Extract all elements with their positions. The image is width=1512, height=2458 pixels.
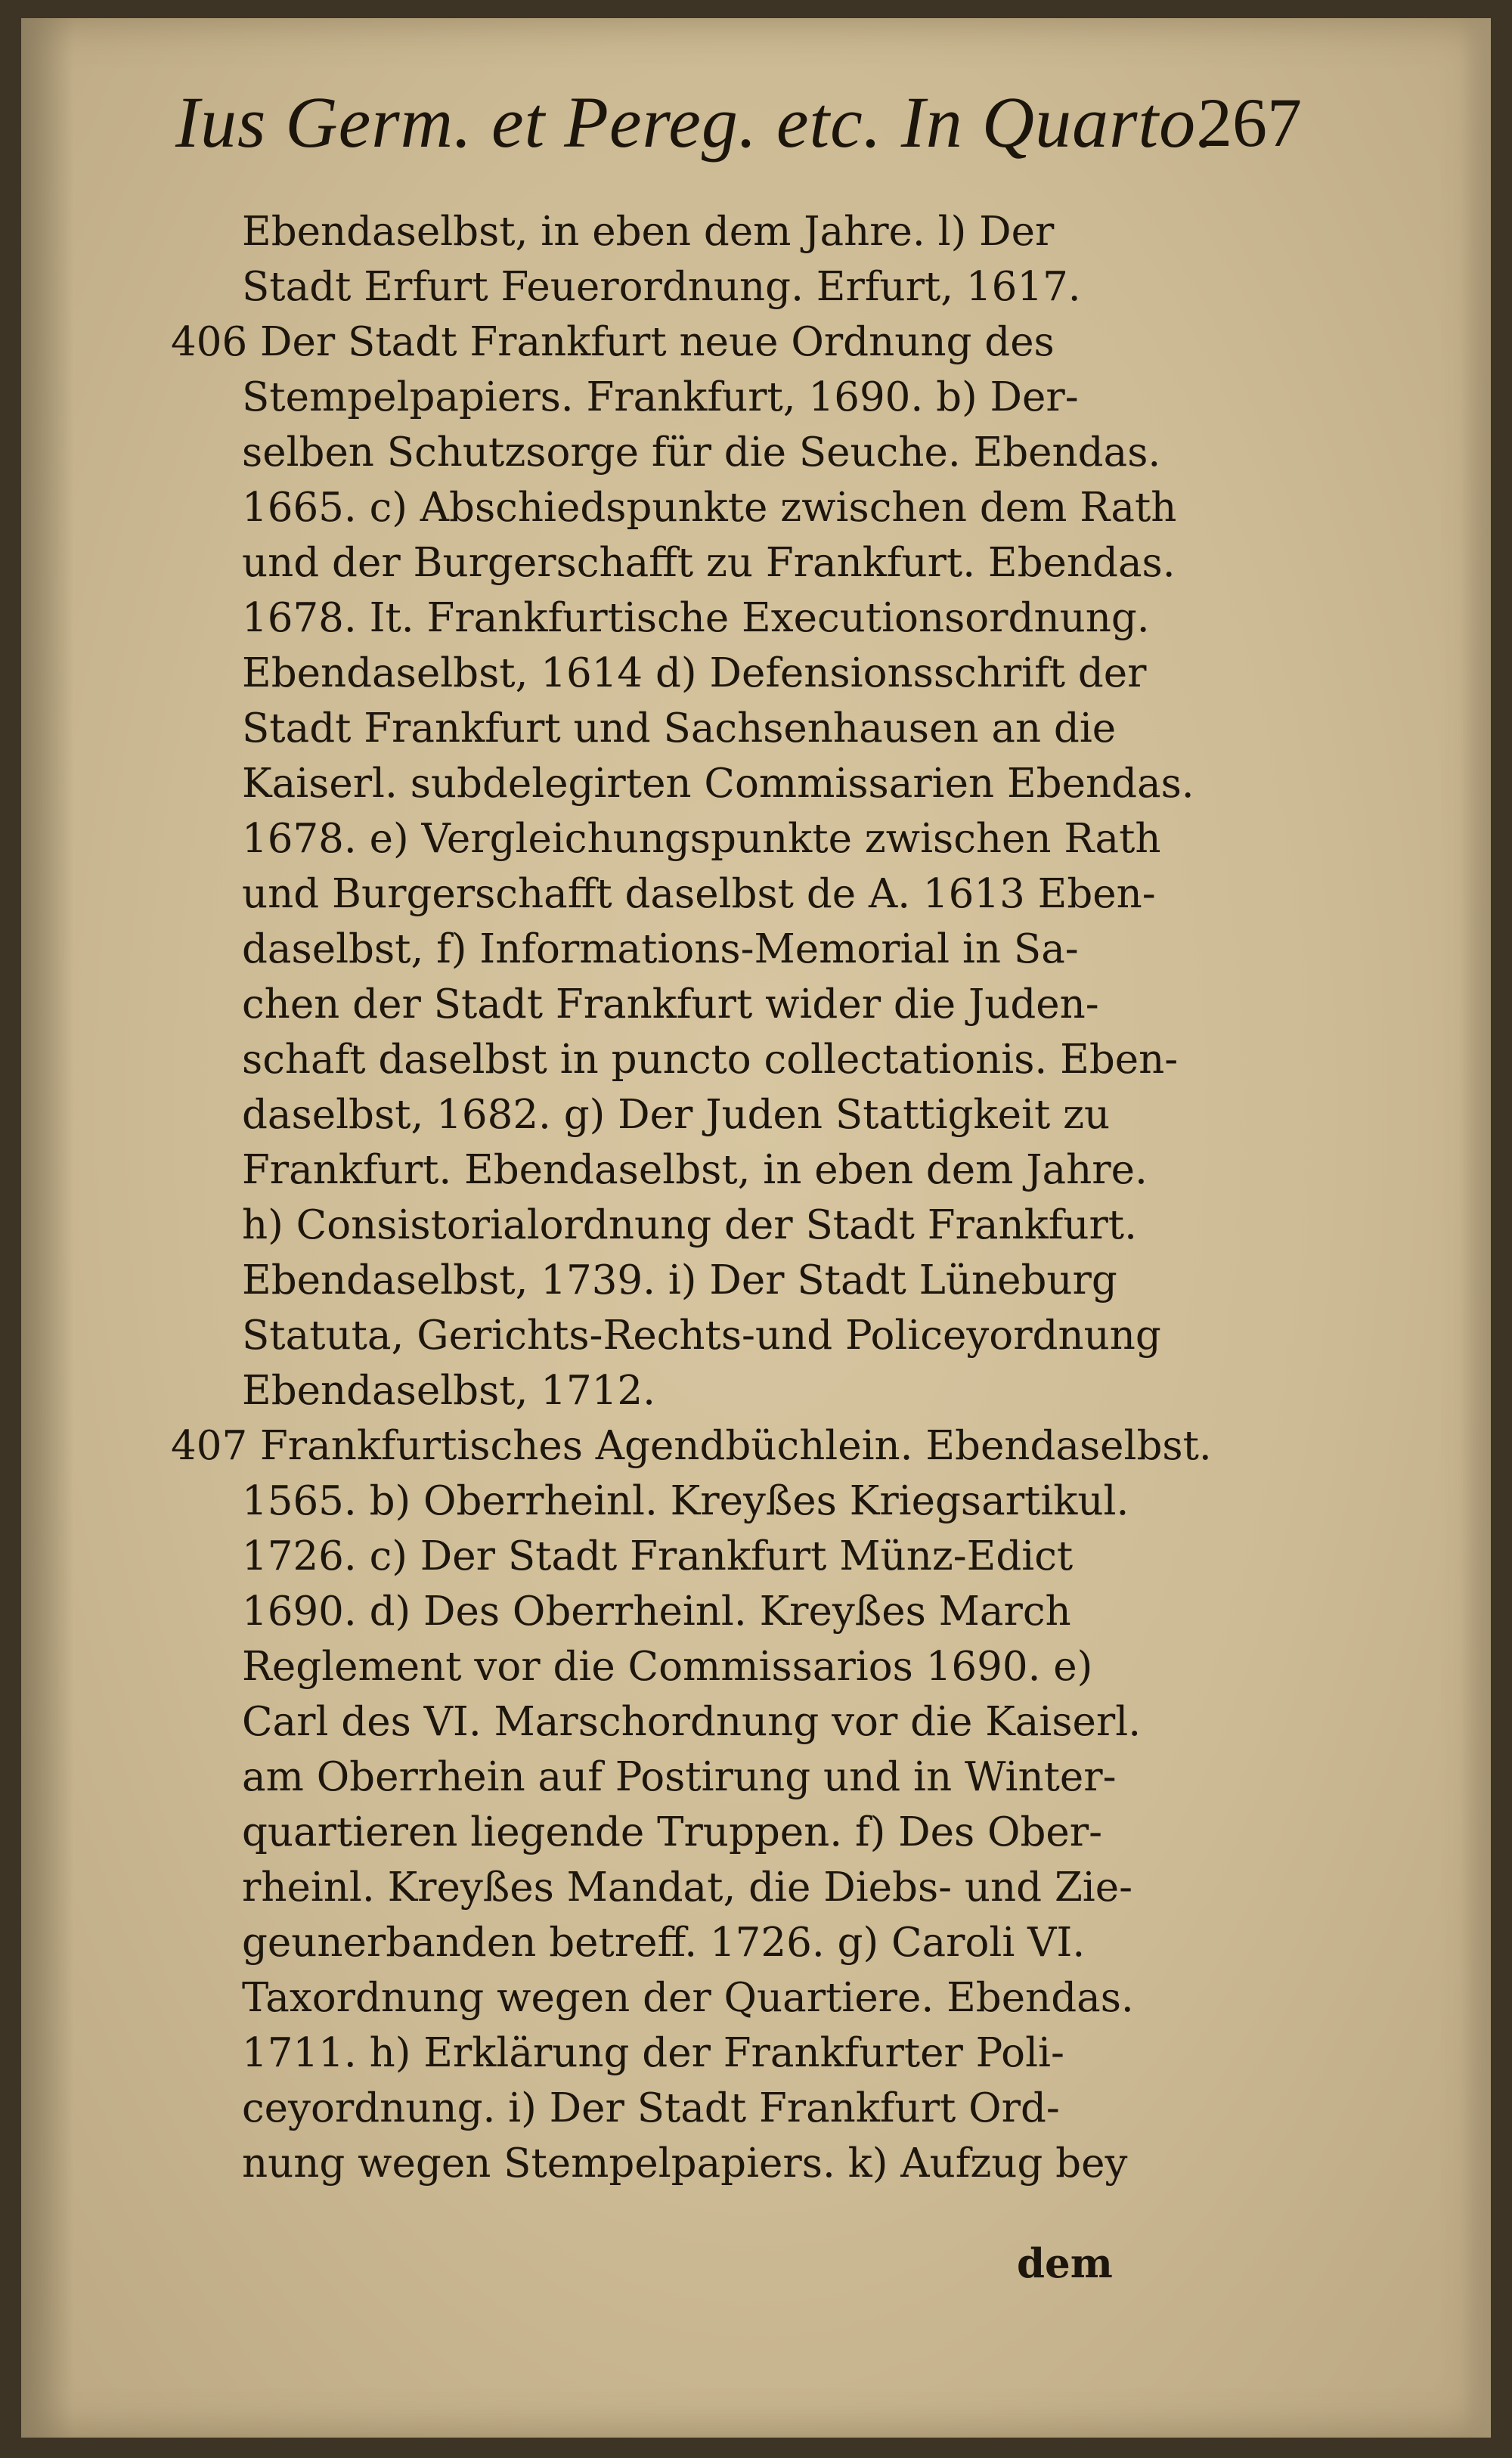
line-text: Ebendaselbst, 1614 d) Defensionsschrift der bbox=[242, 650, 1147, 696]
line-text: und der Burgerschafft zu Frankfurt. Ebendas. bbox=[242, 540, 1176, 586]
line-text: 1565. b) Oberrheinl. Kreyßes Kriegsartikul. bbox=[242, 1478, 1129, 1524]
text-line bbox=[242, 977, 1099, 1032]
text-line bbox=[242, 590, 1150, 646]
line-text: Taxordnung wegen der Quartiere. Ebendas. bbox=[242, 1975, 1134, 2021]
text-line bbox=[242, 1474, 1129, 1529]
entry-first-line bbox=[171, 1418, 1212, 1474]
line-text: h) Consistorialordnung der Stadt Frankfurt. bbox=[242, 1202, 1137, 1248]
line-text: geunerbanden betreff. 1726. g) Caroli VI. bbox=[242, 1920, 1086, 1966]
text-line bbox=[242, 1032, 1178, 1087]
text-line bbox=[242, 1694, 1141, 1750]
line-text: 1690. d) Des Oberrheinl. Kreyßes March bbox=[242, 1589, 1071, 1635]
line-text: 1678. e) Vergleichungspunkte zwischen Rath bbox=[242, 816, 1161, 862]
text-line bbox=[242, 204, 1054, 259]
text-line bbox=[242, 2026, 1064, 2081]
line-text: daselbst, 1682. g) Der Juden Stattigkeit zu bbox=[242, 1092, 1111, 1138]
text-line bbox=[242, 646, 1147, 701]
text-line bbox=[242, 1198, 1137, 1253]
text-line bbox=[242, 1750, 1117, 1805]
text-line bbox=[242, 2136, 1127, 2191]
line-text: Frankfurtisches Agendbüchlein. Ebendaselbst. bbox=[247, 1423, 1212, 1469]
text-line bbox=[242, 1805, 1102, 1860]
line-text: 1678. It. Frankfurtische Executionsordnung. bbox=[242, 595, 1150, 641]
line-text: Stadt Erfurt Feuerordnung. Erfurt, 1617. bbox=[242, 264, 1081, 310]
text-line bbox=[242, 922, 1079, 977]
text-line bbox=[242, 259, 1081, 315]
line-text: Statuta, Gerichts-Rechts-und Policeyordnung bbox=[242, 1313, 1161, 1359]
text-line bbox=[242, 1860, 1132, 1915]
text-line bbox=[242, 1639, 1092, 1694]
line-text: 1726. c) Der Stadt Frankfurt Münz-Edict bbox=[242, 1533, 1074, 1579]
page-header bbox=[175, 70, 1302, 175]
text-line bbox=[242, 866, 1156, 922]
text-line bbox=[242, 1142, 1148, 1198]
line-text: schaft daselbst in puncto collectationis. Eben- bbox=[242, 1037, 1179, 1083]
line-text: Frankfurt. Ebendaselbst, in eben dem Jahre. bbox=[242, 1147, 1148, 1193]
page-number: 267 bbox=[1198, 84, 1302, 161]
line-text: chen der Stadt Frankfurt wider die Juden- bbox=[242, 981, 1099, 1028]
page-gutter-shadow bbox=[21, 18, 74, 2438]
text-line bbox=[242, 480, 1176, 535]
line-text: Ebendaselbst, 1739. i) Der Stadt Lüneburg bbox=[242, 1257, 1117, 1303]
line-text: Reglement vor die Commissarios 1690. e) bbox=[242, 1644, 1093, 1690]
text-line bbox=[242, 701, 1116, 756]
line-text: Ebendaselbst, 1712. bbox=[242, 1368, 656, 1414]
line-text: am Oberrhein auf Postirung und in Winter- bbox=[242, 1754, 1117, 1800]
line-text: Kaiserl. subdelegirten Commissarien Ebendas. bbox=[242, 761, 1194, 807]
text-line bbox=[242, 1363, 655, 1418]
line-text: nung wegen Stempelpapiers. k) Aufzug bey bbox=[242, 2140, 1128, 2187]
text-line bbox=[242, 1584, 1071, 1639]
text-line bbox=[242, 1529, 1073, 1584]
line-text: 1711. h) Erklärung der Frankfurter Poli- bbox=[242, 2030, 1064, 2076]
line-text: rheinl. Kreyßes Mandat, die Diebs- und Zie- bbox=[242, 1864, 1133, 1911]
line-text: Stempelpapiers. Frankfurt, 1690. b) Der- bbox=[242, 374, 1079, 420]
line-text: Der Stadt Frankfurt neue Ordnung des bbox=[247, 319, 1055, 365]
entry-number: 406 bbox=[171, 319, 248, 365]
text-line bbox=[242, 756, 1194, 811]
entry-number: 407 bbox=[171, 1423, 248, 1469]
text-line bbox=[242, 535, 1176, 590]
line-text: Ebendaselbst, in eben dem Jahre. l) Der bbox=[242, 209, 1055, 255]
text-line bbox=[242, 425, 1160, 480]
line-text: daselbst, f) Informations-Memorial in Sa- bbox=[242, 926, 1079, 972]
page-edge-shadow bbox=[1461, 18, 1491, 2438]
text-line bbox=[242, 1970, 1134, 2026]
entry-first-line bbox=[171, 315, 1055, 370]
line-text: Stadt Frankfurt und Sachsenhausen an die bbox=[242, 705, 1117, 752]
text-line bbox=[242, 2081, 1060, 2136]
text-line bbox=[242, 370, 1079, 425]
running-title: Ius Germ. et Pereg. etc. In Quarto. bbox=[175, 82, 1216, 163]
text-line bbox=[242, 1915, 1085, 1970]
catchword: dem bbox=[1017, 2240, 1113, 2287]
line-text: ceyordnung. i) Der Stadt Frankfurt Ord- bbox=[242, 2085, 1060, 2131]
line-text: 1665. c) Abschiedspunkte zwischen dem Rath bbox=[242, 485, 1177, 531]
line-text: selben Schutzsorge für die Seuche. Ebendas. bbox=[242, 429, 1161, 476]
line-text: und Burgerschafft daselbst de A. 1613 Eben- bbox=[242, 871, 1156, 917]
line-text: quartieren liegende Truppen. f) Des Ober- bbox=[242, 1809, 1103, 1855]
text-line bbox=[242, 1253, 1117, 1308]
text-line bbox=[242, 1087, 1110, 1142]
line-text: Carl des VI. Marschordnung vor die Kaiserl. bbox=[242, 1699, 1142, 1745]
text-line bbox=[242, 811, 1161, 866]
text-line bbox=[242, 1308, 1161, 1363]
